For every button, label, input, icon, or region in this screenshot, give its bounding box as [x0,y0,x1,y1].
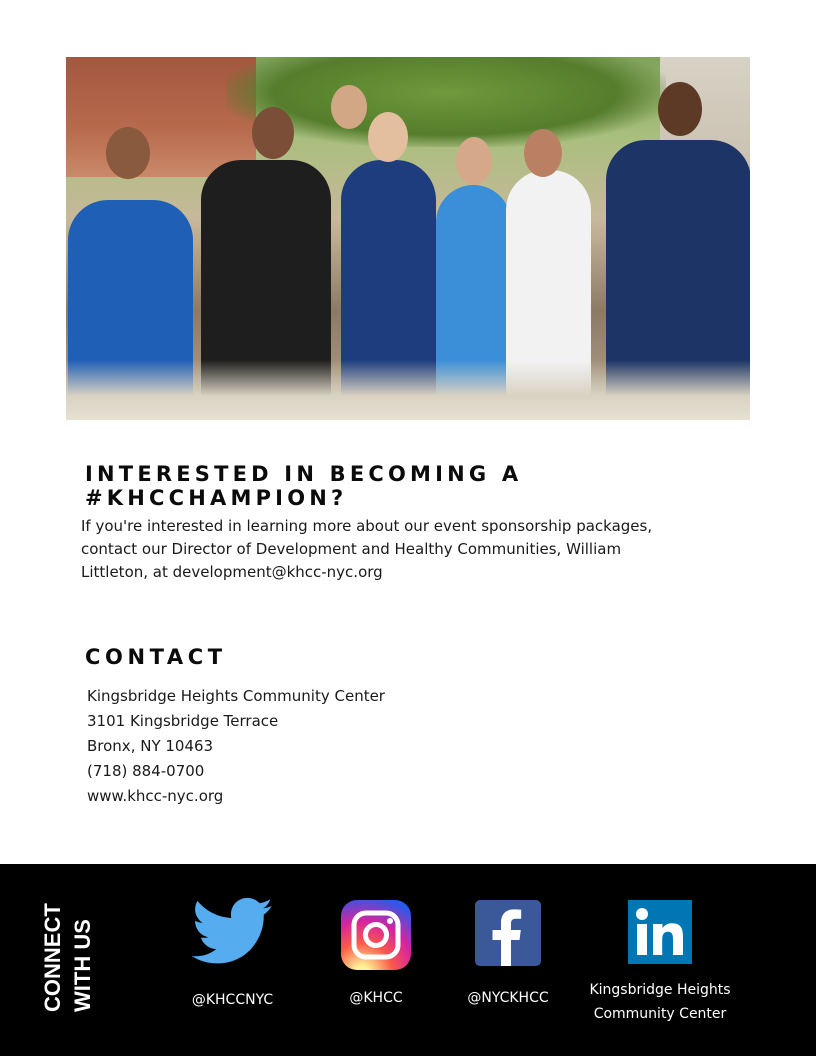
contact-details [87,684,385,809]
connect-with-us-label: CONNECT WITH US [40,903,95,1012]
facebook-link[interactable] [458,900,558,1006]
instagram-link[interactable] [338,900,414,1006]
twitter-link[interactable] [180,896,285,1008]
section-heading: INTERESTED IN BECOMING A #KHCCHAMPION? [85,462,523,510]
paragraph-line: If you're interested in learning more about our event sponsorship packages, [81,517,653,535]
contact-org: Kingsbridge Heights Community Center [87,687,385,705]
linkedin-icon [628,900,692,964]
linkedin-name-line2: Community Center [593,1006,727,1022]
paragraph-line: contact our Director of Development and Healthy Communities, William [81,540,622,558]
facebook-icon [475,900,541,966]
contact-street: 3101 Kingsbridge Terrace [87,712,279,730]
contact-phone[interactable]: (718) 884-0700 [87,762,205,780]
linkedin-link[interactable] [580,900,740,1026]
group-photo [66,57,750,420]
facebook-handle: @NYCKHCC [467,990,549,1006]
contact-heading: CONTACT [85,645,227,669]
sponsorship-paragraph [81,515,681,584]
instagram-handle: @KHCC [349,990,403,1006]
contact-website-link[interactable]: www.khcc-nyc.org [87,787,224,805]
twitter-handle: @KHCCNYC [191,992,274,1008]
twitter-icon [192,896,274,968]
paragraph-line: Littleton, at development@khcc-nyc.org [81,563,383,581]
linkedin-name-line1: Kingsbridge Heights [589,982,731,998]
instagram-icon [341,900,411,970]
contact-city: Bronx, NY 10463 [87,737,214,755]
